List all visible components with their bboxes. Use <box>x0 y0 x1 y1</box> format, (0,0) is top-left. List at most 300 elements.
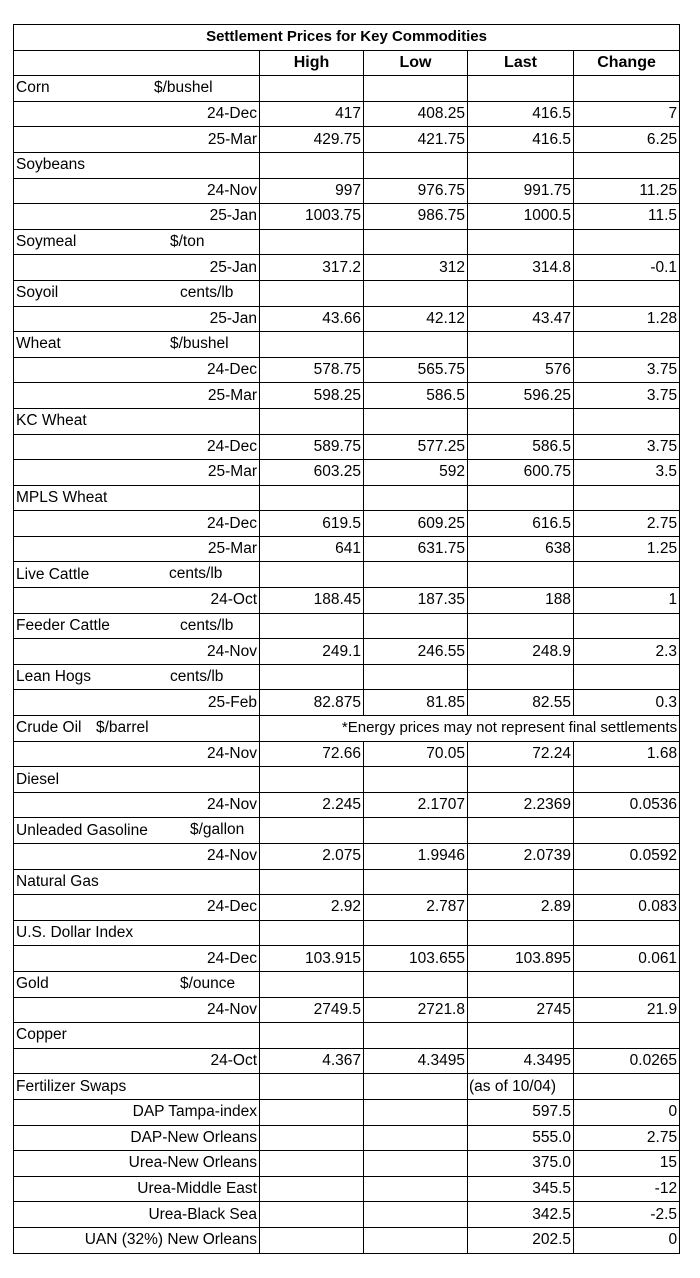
empty-cell <box>364 229 468 255</box>
commodity-name-cell <box>14 332 260 358</box>
change-value: 21.9 <box>574 997 680 1023</box>
last-value: 416.5 <box>468 101 574 127</box>
table-body <box>14 25 680 1254</box>
fertilizer-last: 202.5 <box>468 1227 574 1253</box>
empty-cell <box>260 818 364 844</box>
energy-note: *Energy prices may not represent final settlements <box>260 716 680 742</box>
empty-cell <box>468 920 574 946</box>
commodity-row <box>14 716 680 742</box>
fertilizer-last: 375.0 <box>468 1151 574 1177</box>
fertilizer-name: DAP Tampa-index <box>14 1099 260 1125</box>
commodity-name-cell <box>14 229 260 255</box>
empty-cell <box>260 1074 364 1100</box>
contract-month: 24-Nov <box>14 844 260 870</box>
commodity-name-cell <box>14 920 260 946</box>
last-value: 576 <box>468 357 574 383</box>
empty-cell <box>364 280 468 306</box>
low-value: 986.75 <box>364 204 468 230</box>
empty-cell <box>468 1023 574 1049</box>
contract-row <box>14 255 680 281</box>
contract-row <box>14 101 680 127</box>
low-value: 565.75 <box>364 357 468 383</box>
high-value: 2.92 <box>260 895 364 921</box>
change-value: 1.25 <box>574 536 680 562</box>
empty-cell <box>364 1023 468 1049</box>
high-value: 603.25 <box>260 460 364 486</box>
last-value: 2.0739 <box>468 844 574 870</box>
change-value: 3.75 <box>574 357 680 383</box>
last-value: 600.75 <box>468 460 574 486</box>
empty-cell <box>364 485 468 511</box>
column-header-change: Change <box>574 50 680 76</box>
empty-cell <box>468 408 574 434</box>
fertilizer-last: 342.5 <box>468 1202 574 1228</box>
fertilizer-header-row <box>14 1074 680 1100</box>
last-value: 596.25 <box>468 383 574 409</box>
commodity-unit: cents/lb <box>180 283 234 301</box>
low-value: 2.787 <box>364 895 468 921</box>
change-value: 11.5 <box>574 204 680 230</box>
empty-cell <box>574 280 680 306</box>
change-value: 3.75 <box>574 383 680 409</box>
commodity-row <box>14 408 680 434</box>
change-value: 0.0592 <box>574 844 680 870</box>
low-value: 586.5 <box>364 383 468 409</box>
empty-cell <box>260 1151 364 1177</box>
empty-cell <box>260 920 364 946</box>
as-of-date: (as of 10/04) <box>468 1074 574 1100</box>
commodity-unit: $/gallon <box>190 821 245 839</box>
empty-cell <box>364 332 468 358</box>
contract-month: 25-Mar <box>14 383 260 409</box>
empty-cell <box>260 1125 364 1151</box>
low-value: 4.3495 <box>364 1048 468 1074</box>
column-header-last: Last <box>468 50 574 76</box>
last-value: 991.75 <box>468 178 574 204</box>
commodity-name: Soybeans <box>16 156 85 174</box>
commodity-unit: $/bushel <box>170 335 229 353</box>
empty-cell <box>574 869 680 895</box>
empty-cell <box>574 818 680 844</box>
commodity-name: Lean Hogs <box>16 668 91 686</box>
contract-month: 24-Dec <box>14 101 260 127</box>
last-value: 2.2369 <box>468 792 574 818</box>
fertilizer-last: 597.5 <box>468 1099 574 1125</box>
empty-cell <box>468 229 574 255</box>
contract-row <box>14 1048 680 1074</box>
empty-cell <box>574 613 680 639</box>
contract-month: 24-Nov <box>14 792 260 818</box>
empty-cell <box>364 920 468 946</box>
empty-cell <box>574 664 680 690</box>
commodity-unit: $/ounce <box>180 974 236 992</box>
empty-cell <box>574 76 680 102</box>
commodity-unit: cents/lb <box>169 565 223 583</box>
commodity-name: Soymeal <box>16 233 77 251</box>
change-value: 0.0265 <box>574 1048 680 1074</box>
contract-row <box>14 536 680 562</box>
empty-cell <box>260 408 364 434</box>
empty-cell <box>364 76 468 102</box>
high-value: 2749.5 <box>260 997 364 1023</box>
high-value: 641 <box>260 536 364 562</box>
contract-row <box>14 844 680 870</box>
last-value: 103.895 <box>468 946 574 972</box>
contract-month: 24-Dec <box>14 511 260 537</box>
fertilizer-row <box>14 1099 680 1125</box>
contract-row <box>14 306 680 332</box>
commodity-unit: $/ton <box>170 232 205 250</box>
fertilizer-row <box>14 1202 680 1228</box>
high-value: 82.875 <box>260 690 364 716</box>
commodity-row <box>14 920 680 946</box>
empty-cell <box>260 1202 364 1228</box>
contract-month: 25-Jan <box>14 204 260 230</box>
last-value: 188 <box>468 588 574 614</box>
commodity-unit: cents/lb <box>170 667 224 685</box>
fertilizer-change: 0 <box>574 1227 680 1253</box>
commodity-row <box>14 613 680 639</box>
high-value: 2.075 <box>260 844 364 870</box>
commodity-name: KC Wheat <box>16 412 87 430</box>
last-value: 82.55 <box>468 690 574 716</box>
commodity-name: Natural Gas <box>16 872 99 890</box>
empty-cell <box>468 485 574 511</box>
contract-row <box>14 460 680 486</box>
empty-cell <box>468 664 574 690</box>
high-value: 589.75 <box>260 434 364 460</box>
contract-month: 25-Mar <box>14 460 260 486</box>
contract-month: 25-Jan <box>14 255 260 281</box>
commodity-name-cell <box>14 485 260 511</box>
contract-month: 24-Nov <box>14 178 260 204</box>
contract-row <box>14 741 680 767</box>
fertilizer-name: Urea-New Orleans <box>14 1151 260 1177</box>
high-value: 2.245 <box>260 792 364 818</box>
column-header-low: Low <box>364 50 468 76</box>
fertilizer-row <box>14 1176 680 1202</box>
high-value: 429.75 <box>260 127 364 153</box>
fertilizer-name: Urea-Black Sea <box>14 1202 260 1228</box>
change-value: 0.0536 <box>574 792 680 818</box>
empty-cell <box>574 152 680 178</box>
low-value: 70.05 <box>364 741 468 767</box>
empty-cell <box>574 229 680 255</box>
contract-row <box>14 895 680 921</box>
commodity-name: Corn <box>16 79 50 97</box>
commodity-name-cell <box>14 152 260 178</box>
empty-cell <box>468 818 574 844</box>
high-value: 1003.75 <box>260 204 364 230</box>
high-value: 997 <box>260 178 364 204</box>
change-value: 2.75 <box>574 511 680 537</box>
high-value: 188.45 <box>260 588 364 614</box>
commodity-name-cell <box>14 971 260 997</box>
empty-cell <box>574 408 680 434</box>
contract-month: 24-Dec <box>14 895 260 921</box>
commodity-row <box>14 485 680 511</box>
commodity-row <box>14 562 680 588</box>
fertilizer-row <box>14 1125 680 1151</box>
high-value: 249.1 <box>260 639 364 665</box>
commodity-unit: cents/lb <box>180 616 234 634</box>
contract-row <box>14 357 680 383</box>
empty-cell <box>260 1099 364 1125</box>
commodity-name-cell <box>14 767 260 793</box>
commodity-name: Feeder Cattle <box>16 616 110 634</box>
commodity-name-cell <box>14 562 260 588</box>
empty-cell <box>468 280 574 306</box>
low-value: 81.85 <box>364 690 468 716</box>
commodity-row <box>14 664 680 690</box>
empty-cell <box>260 767 364 793</box>
last-value: 2745 <box>468 997 574 1023</box>
high-value: 317.2 <box>260 255 364 281</box>
contract-month: 24-Dec <box>14 946 260 972</box>
commodity-name: Wheat <box>16 335 61 353</box>
commodity-row <box>14 818 680 844</box>
low-value: 631.75 <box>364 536 468 562</box>
contract-month: 24-Nov <box>14 639 260 665</box>
empty-cell <box>574 920 680 946</box>
empty-cell <box>574 1023 680 1049</box>
empty-cell <box>260 1176 364 1202</box>
commodity-name: Diesel <box>16 770 60 788</box>
contract-month: 25-Jan <box>14 306 260 332</box>
fertilizer-label: Fertilizer Swaps <box>14 1074 260 1100</box>
empty-cell <box>260 869 364 895</box>
empty-cell <box>260 229 364 255</box>
empty-cell <box>364 613 468 639</box>
commodity-name: Crude Oil <box>16 719 82 737</box>
empty-cell <box>260 280 364 306</box>
contract-row <box>14 511 680 537</box>
empty-cell <box>364 1099 468 1125</box>
empty-cell <box>574 971 680 997</box>
empty-cell <box>364 869 468 895</box>
high-value: 4.367 <box>260 1048 364 1074</box>
contract-row <box>14 204 680 230</box>
empty-cell <box>574 332 680 358</box>
low-value: 1.9946 <box>364 844 468 870</box>
empty-cell <box>260 562 364 588</box>
contract-row <box>14 792 680 818</box>
commodity-row <box>14 76 680 102</box>
empty-cell <box>574 485 680 511</box>
empty-cell <box>468 152 574 178</box>
empty-cell <box>364 1151 468 1177</box>
empty-cell <box>260 485 364 511</box>
contract-month: 24-Dec <box>14 357 260 383</box>
column-header-high: High <box>260 50 364 76</box>
change-value: 0.061 <box>574 946 680 972</box>
last-value: 72.24 <box>468 741 574 767</box>
empty-cell <box>574 562 680 588</box>
empty-cell <box>364 1074 468 1100</box>
empty-cell <box>468 767 574 793</box>
commodity-name: Copper <box>16 1026 67 1044</box>
change-value: 6.25 <box>574 127 680 153</box>
contract-month: 25-Mar <box>14 127 260 153</box>
low-value: 2.1707 <box>364 792 468 818</box>
last-value: 416.5 <box>468 127 574 153</box>
contract-month: 24-Dec <box>14 434 260 460</box>
header-row <box>14 50 680 76</box>
header-blank-cell <box>14 50 260 76</box>
empty-cell <box>574 767 680 793</box>
table-title: Settlement Prices for Key Commodities <box>14 25 680 51</box>
commodity-name-cell <box>14 613 260 639</box>
contract-row <box>14 434 680 460</box>
settlement-prices-table <box>13 24 680 1254</box>
commodity-row <box>14 152 680 178</box>
change-value: 1 <box>574 588 680 614</box>
commodity-row <box>14 869 680 895</box>
contract-row <box>14 639 680 665</box>
commodity-name-cell <box>14 408 260 434</box>
commodity-row <box>14 332 680 358</box>
commodity-name-cell <box>14 280 260 306</box>
commodity-row <box>14 1023 680 1049</box>
change-value: 0.083 <box>574 895 680 921</box>
empty-cell <box>364 971 468 997</box>
low-value: 2721.8 <box>364 997 468 1023</box>
empty-cell <box>364 562 468 588</box>
high-value: 103.915 <box>260 946 364 972</box>
fertilizer-row <box>14 1227 680 1253</box>
commodity-name-cell <box>14 1023 260 1049</box>
empty-cell <box>468 869 574 895</box>
high-value: 417 <box>260 101 364 127</box>
contract-row <box>14 588 680 614</box>
commodity-unit: $/bushel <box>154 79 213 97</box>
commodity-row <box>14 971 680 997</box>
high-value: 598.25 <box>260 383 364 409</box>
change-value: 3.75 <box>574 434 680 460</box>
commodity-row <box>14 280 680 306</box>
last-value: 2.89 <box>468 895 574 921</box>
low-value: 408.25 <box>364 101 468 127</box>
contract-month: 24-Oct <box>14 588 260 614</box>
fertilizer-name: Urea-Middle East <box>14 1176 260 1202</box>
empty-cell <box>364 408 468 434</box>
fertilizer-name: DAP-New Orleans <box>14 1125 260 1151</box>
last-value: 586.5 <box>468 434 574 460</box>
commodity-name-cell <box>14 869 260 895</box>
contract-row <box>14 178 680 204</box>
last-value: 4.3495 <box>468 1048 574 1074</box>
last-value: 616.5 <box>468 511 574 537</box>
low-value: 42.12 <box>364 306 468 332</box>
change-value: 0.3 <box>574 690 680 716</box>
high-value: 619.5 <box>260 511 364 537</box>
last-value: 314.8 <box>468 255 574 281</box>
empty-cell <box>364 1202 468 1228</box>
low-value: 312 <box>364 255 468 281</box>
fertilizer-change: 2.75 <box>574 1125 680 1151</box>
empty-cell <box>468 971 574 997</box>
empty-cell <box>260 1023 364 1049</box>
contract-row <box>14 690 680 716</box>
contract-row <box>14 383 680 409</box>
change-value: -0.1 <box>574 255 680 281</box>
commodity-row <box>14 229 680 255</box>
contract-row <box>14 997 680 1023</box>
empty-cell <box>260 76 364 102</box>
change-value: 2.3 <box>574 639 680 665</box>
commodity-name: Gold <box>16 975 49 993</box>
high-value: 43.66 <box>260 306 364 332</box>
commodity-name: U.S. Dollar Index <box>16 924 134 942</box>
contract-month: 24-Nov <box>14 997 260 1023</box>
last-value: 1000.5 <box>468 204 574 230</box>
commodity-name-cell <box>14 664 260 690</box>
fertilizer-change: 0 <box>574 1099 680 1125</box>
commodity-name-cell <box>14 76 260 102</box>
fertilizer-last: 345.5 <box>468 1176 574 1202</box>
last-value: 43.47 <box>468 306 574 332</box>
empty-cell <box>364 818 468 844</box>
high-value: 72.66 <box>260 741 364 767</box>
high-value: 578.75 <box>260 357 364 383</box>
last-value: 638 <box>468 536 574 562</box>
low-value: 976.75 <box>364 178 468 204</box>
empty-cell <box>364 767 468 793</box>
empty-cell <box>364 1125 468 1151</box>
low-value: 609.25 <box>364 511 468 537</box>
fertilizer-change: -12 <box>574 1176 680 1202</box>
contract-row <box>14 127 680 153</box>
empty-cell <box>468 562 574 588</box>
empty-cell <box>364 1176 468 1202</box>
empty-cell <box>364 664 468 690</box>
change-value: 1.28 <box>574 306 680 332</box>
empty-cell <box>260 664 364 690</box>
commodity-name: Soyoil <box>16 284 59 302</box>
empty-cell <box>364 152 468 178</box>
low-value: 103.655 <box>364 946 468 972</box>
empty-cell <box>260 152 364 178</box>
title-row <box>14 25 680 51</box>
empty-cell <box>260 332 364 358</box>
empty-cell <box>260 613 364 639</box>
empty-cell <box>468 613 574 639</box>
commodity-unit: $/barrel <box>96 719 149 737</box>
fertilizer-name: UAN (32%) New Orleans <box>14 1227 260 1253</box>
contract-month: 25-Mar <box>14 536 260 562</box>
commodity-name: MPLS Wheat <box>16 488 108 506</box>
fertilizer-last: 555.0 <box>468 1125 574 1151</box>
empty-cell <box>260 1227 364 1253</box>
low-value: 187.35 <box>364 588 468 614</box>
change-value: 11.25 <box>574 178 680 204</box>
empty-cell <box>364 1227 468 1253</box>
fertilizer-change: -2.5 <box>574 1202 680 1228</box>
fertilizer-row <box>14 1151 680 1177</box>
last-value: 248.9 <box>468 639 574 665</box>
change-value: 7 <box>574 101 680 127</box>
empty-cell <box>468 332 574 358</box>
low-value: 592 <box>364 460 468 486</box>
contract-month: 24-Nov <box>14 741 260 767</box>
low-value: 246.55 <box>364 639 468 665</box>
contract-month: 25-Feb <box>14 690 260 716</box>
contract-row <box>14 946 680 972</box>
low-value: 577.25 <box>364 434 468 460</box>
empty-cell <box>260 971 364 997</box>
commodity-name-cell <box>14 716 260 742</box>
fertilizer-change: 15 <box>574 1151 680 1177</box>
